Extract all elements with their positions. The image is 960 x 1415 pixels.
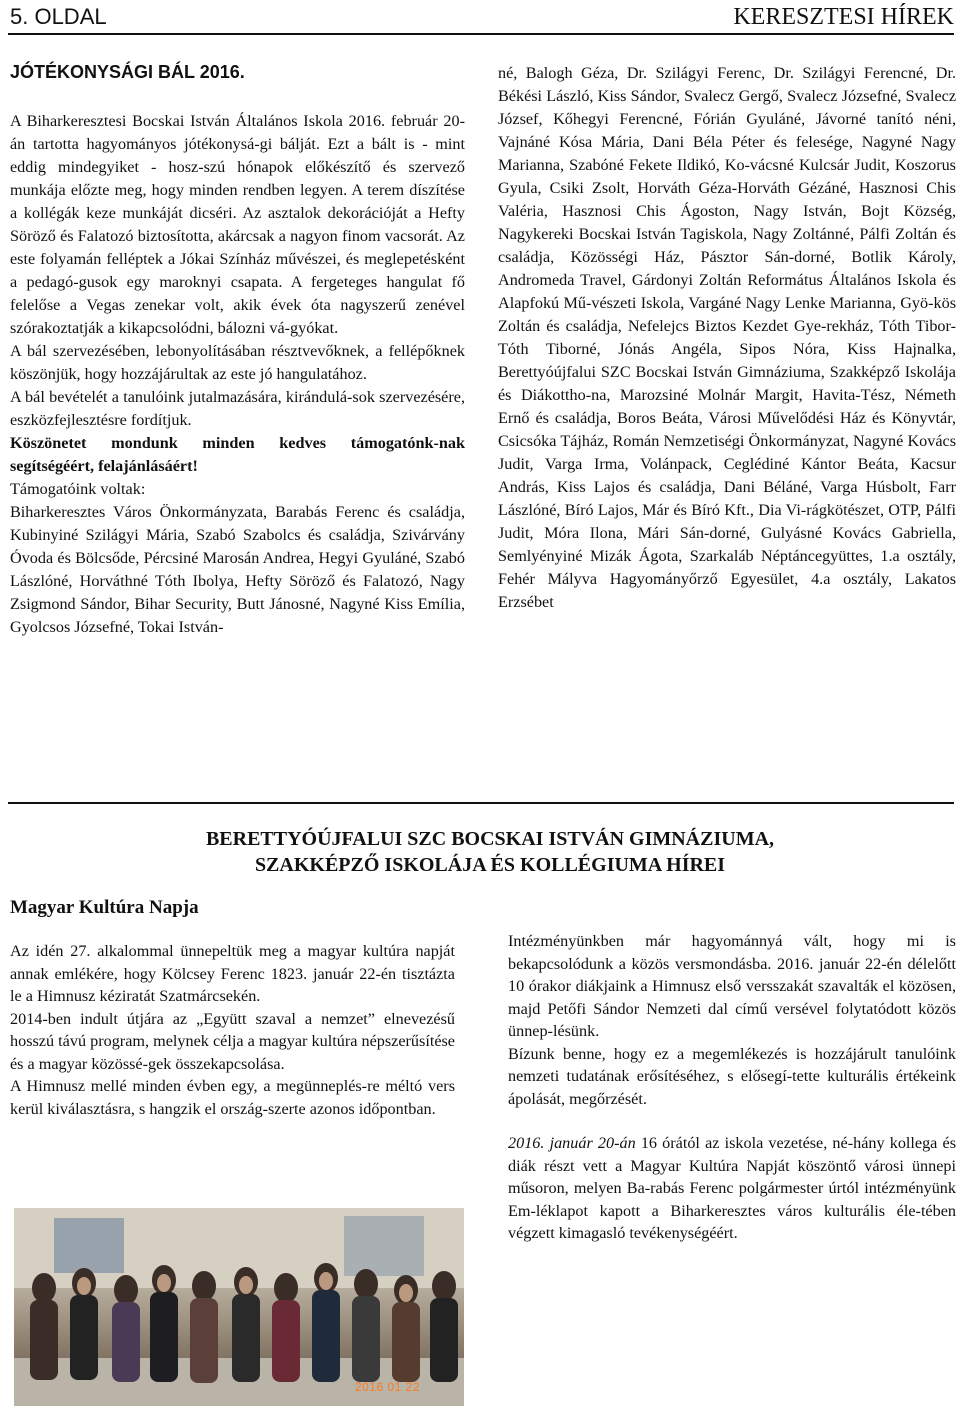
school-news-title-line-2: SZAKKÉPZŐ ISKOLÁJA ÉS KOLLÉGIUMA HÍREI	[254, 854, 726, 876]
group-photo	[14, 1208, 464, 1406]
paragraph: Intézményünkben már hagyománnyá vált, hogy mi is bekapcsolódunk a közös versmondásba. 2016. január 22-én délelőtt 10 órakor diákjaink a Himnusz első versszakát szavalták el közösen, majd Petőfi Sándor Nemzeti dal című versével folytatódott közös ünnep-lésünk.	[508, 932, 956, 1040]
sponsors-label: Támogatóink voltak:	[10, 480, 146, 498]
photo-date-stamp: 2016 01 22	[354, 1380, 420, 1394]
school-news-title	[150, 826, 830, 878]
paragraph: A Himnusz mellé minden évben egy, a megünneplés-re méltó vers kerül kiválasztásra, s hangzik el ország-szerte azonos időpontban.	[10, 1077, 455, 1118]
culture-day-title: Magyar Kultúra Napja	[10, 897, 199, 918]
charity-ball-column-right	[498, 62, 956, 614]
paragraph: Az idén 27. alkalommal ünnepeltük meg a magyar kultúra napját annak emlékére, hogy Kölcsey Ferenc 1823. január 22-én tisztázta le a Himnusz kéziratát Szatmárcsekén.	[10, 942, 455, 1005]
paragraph	[508, 1132, 956, 1245]
paragraph: Bízunk benne, hogy ez a megemlékezés is hozzájárult tanulóink nemzeti tudatának erősítéséhez, s elősegí-tette kulturális értékeink ápolását, megőrzését.	[508, 1044, 956, 1108]
sponsors-list-part-1: Biharkeresztes Város Önkormányzata, Barabás Ferenc és családja, Kubinyiné Szilágyi Mária, Szabó Szabolcs és családja, Szivárvány Óvoda és Bölcsőde, Pércsiné Marosán Andrea, Hegyi Gyuláné, Szabó Lászlóné, Horváthné Tóth Ibolya, Hefty Söröző és Falatozó, Nagy Zsigmond Sándor, Bihar Security, Butt Jánosné, Nagyné Kiss Emília, Gyolcsos Józsefné, Tokai István-	[10, 503, 465, 636]
sponsors-list-part-2: né, Balogh Géza, Dr. Szilágyi Ferenc, Dr. Szilágyi Ferencné, Dr. Békési László, Kiss Sándor, Svalecz Gergő, Svalecz Józsefné, Svalecz József, Kőhegyi Ferencné, Fórián Gyuláné, Jávorné tanító néni, Vajnáné Kósa Mária, Dani Béla Péter és felesége, Nagyné Nagy Marianna, Szabóné Fekete Ildikó, Ko-vácsné Kulcsár Judit, Koszorus Gyula, Csiki Zsolt, Horváth Géza-Horváth Gézáné, Hasznosi Chis Valéria, Hasznosi Chis Ágoston, Nagy István, Bojt Község, Nagykereki Bocskai István Tagiskola, Nagy Zoltánné, Pálfi Zoltán és családja, Közösségi Ház, Pásztor Sán-dorné, Botlik Károly, Andromeda Travel, Gárdonyi Zoltán Református Általános Iskola és Alapfokú Mű-vészeti Iskola, Vargáné Nagy Lenke Marianna, Gyö-kös Zoltán és családja, Nefelejcs Biztos Kezdet Gye-rekház, Tóth Tibor-Tóth Tiborné, Jónás Angéla, Sipos Nóra, Kiss Hajnalka, Berettyóújfalui SZC Bocskai István Gimnáziuma, Szakképző Iskolája és Diákottho-na, Marozsiné Molnár Margit, Havita-Tész, Németh Ernő és családja, Boros Beáta, Városi Művelődési Ház és Könyvtár, Csicsóka Tájház, Román Nemzetiségi Önkormányzat, Nagyné Kovács Judit, Varga Irma, Volánpack, Ceglédiné Kántor Beáta, Kacsur András, Kiss Lajos és családja, Dani Béláné, Varga Húsbolt, Farr Lászlóné, Bíró Lajos, Már és Bíró Kft., Dia Vi-rágkötészet, OTP, Pálfi Judit, Móra Ilona, Mári Sán-dorné, Gulyásné Kovács Gabriella, Semlyényiné Mizák Ágota, Szarkaláb Néptáncegyüttes, 1.a osztály, Fehér Mályva Hagyományőrző Egyesület, 4.a osztály, Lakatos Erzsébet	[498, 64, 956, 611]
date-italic: 2016. január 20-án	[508, 1134, 636, 1152]
charity-ball-title: JÓTÉKONYSÁGI BÁL 2016.	[10, 62, 245, 82]
paragraph: A bál szervezésében, lebonyolításában résztvevőknek, a fellépőknek köszönjük, hogy hozzájárultak az este jó hangulatához.	[10, 342, 465, 383]
header-rule	[8, 33, 954, 35]
paragraph: A Biharkeresztesi Bocskai István Általános Iskola 2016. február 20-án tartotta hagyományos jótékonysá-gi bálját. Ezt a bált is - mint eddig mindegyiket - hosz-szú hónapok előkészítő és szervező munkája előzte meg, hogy minden rendben legyen. A terem díszítése a kollégák keze munkáját dicséri. Az asztalok dekorációját a Hefty Söröző és Falatozó biztosította, akárcsak a nagyon finom vacsorát. Az este folyamán felléptek a Jókai Színház művészei, és meglepetésként a pedagó-gusok egy maroknyi csapata. A fergeteges hangulat fő felelőse a Vegas zenekar volt, akik évek óta nagyszerű zenével szórakoztatják a kikapcsolódni, bálozni vá-gyókat.	[10, 112, 465, 337]
paragraph: 2014-ben indult útjára az „Együtt szaval a nemzet” elnevezésű hosszú távú program, melynek célja a magyar kultúra népszerűsítése és a magyar közössé-gek összekapcsolása.	[10, 1009, 455, 1073]
spacer	[508, 1110, 956, 1132]
school-news-title-line-1: BERETTYÓÚJFALUI SZC BOCSKAI ISTVÁN GIMNÁZIUMA,	[205, 828, 775, 850]
paragraph: A bál bevételét a tanulóink jutalmazására, kirándulá-sok szervezésére, eszközfejlesztésre fordítjuk.	[10, 388, 465, 429]
page-header	[0, 0, 960, 36]
paragraph-text: 16 órától az iskola vezetése, né-hány kollega és diák részt vett a Magyar Kultúra Napját köszöntő városi ünnepi műsoron, melyen Ba-rabás Ferenc polgármester úrtól intézményünk Em-léklapot kapott a Biharkeresztes város kulturális éle-tében végzett kimagasló tevékenységéért.	[508, 1134, 957, 1242]
culture-day-column-right	[508, 930, 956, 1245]
charity-ball-column-left	[10, 110, 465, 639]
thanks-paragraph: Köszönetet mondunk minden kedves támogatónk-nak segítségéért, felajánlásáért!	[10, 434, 465, 475]
section-divider	[8, 802, 954, 804]
section-name: KERESZTESI HÍREK	[733, 4, 954, 30]
group-photo-illustration	[14, 1208, 464, 1406]
page-number: 5. OLDAL	[10, 4, 107, 29]
culture-day-column-left	[10, 940, 455, 1120]
